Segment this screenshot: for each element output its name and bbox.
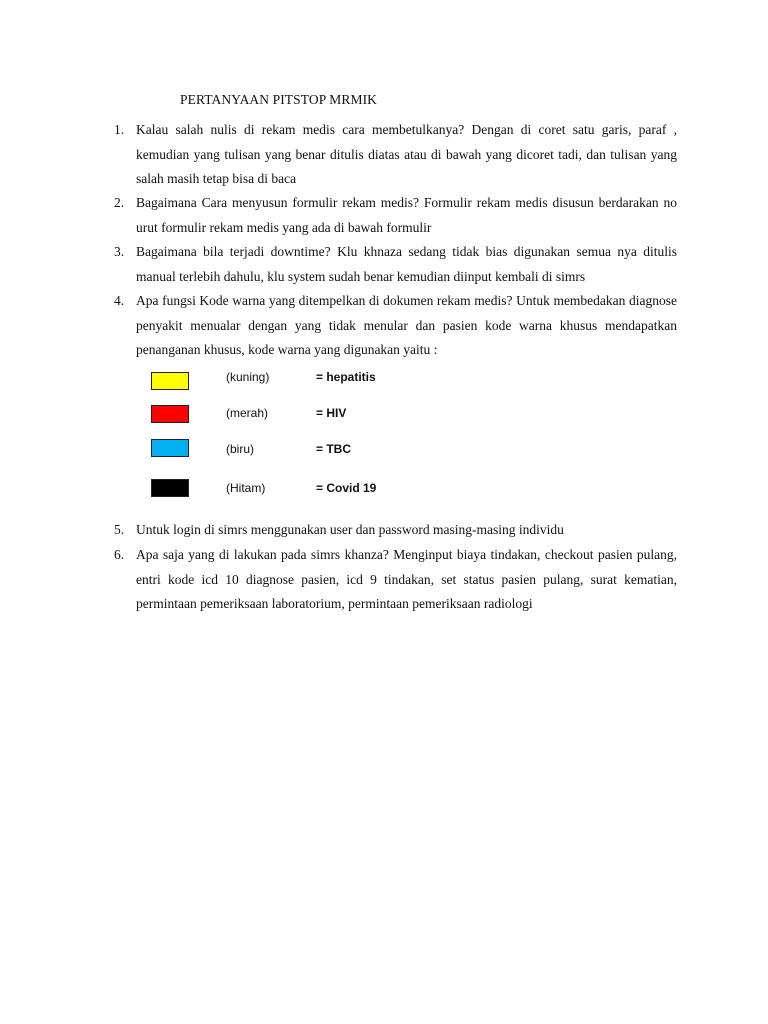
question-number: 2. bbox=[114, 195, 125, 210]
question-text: Apa fungsi Kode warna yang ditempelkan di dokumen rekam medis? Untuk membedakan diagnose penyakit menualar dengan yang tidak menular dan pasien kode warna khusus mendapatkan penanganan khusus, kode warna yang digunakan yaitu : bbox=[136, 293, 677, 357]
color-meaning: = HIV bbox=[316, 406, 347, 420]
color-swatch-blue bbox=[151, 439, 189, 457]
question-number: 6. bbox=[114, 547, 125, 562]
color-code-row-hitam bbox=[0, 479, 768, 503]
question-text: Untuk login di simrs menggunakan user dan password masing-masing individu bbox=[136, 522, 564, 537]
color-swatch-yellow bbox=[151, 372, 189, 390]
color-swatch-red bbox=[151, 405, 189, 423]
color-label: (biru) bbox=[226, 442, 255, 456]
document-title: PERTANYAAN PITSTOP MRMIK bbox=[180, 92, 378, 107]
color-label: (kuning) bbox=[226, 370, 270, 384]
color-label: (merah) bbox=[226, 406, 269, 420]
question-text: Kalau salah nulis di rekam medis cara membetulkanya? Dengan di coret satu garis, paraf , kemudian yang tulisan yang benar ditulis diatas atau di bawah yang dicoret tadi, dan tulisan yang salah masih tetap bisa di baca bbox=[136, 122, 677, 186]
color-label: (Hitam) bbox=[226, 481, 266, 495]
color-meaning: = Covid 19 bbox=[316, 481, 377, 495]
color-swatch-black bbox=[151, 479, 189, 497]
color-code-row-biru bbox=[0, 439, 768, 463]
question-number: 4. bbox=[114, 293, 125, 308]
color-code-row-merah bbox=[0, 403, 768, 427]
color-meaning: = hepatitis bbox=[316, 370, 376, 384]
question-number: 3. bbox=[114, 244, 125, 259]
question-text: Apa saja yang di lakukan pada simrs khanza? Menginput biaya tindakan, checkout pasien pulang, entri kode icd 10 diagnose pasien, icd 9 tindakan, set status pasien pulang, surat kematian, permintaan pemeriksaan laboratorium, permintaan pemeriksaan radiologi bbox=[136, 547, 677, 611]
question-number: 5. bbox=[114, 522, 125, 537]
color-code-row-kuning bbox=[0, 370, 768, 394]
question-text: Bagaimana bila terjadi downtime? Klu khnaza sedang tidak bias digunakan semua nya ditulis manual terlebih dahulu, klu system sudah benar kemudian diinput kembali di simrs bbox=[136, 244, 677, 284]
color-meaning: = TBC bbox=[316, 442, 352, 456]
question-text: Bagaimana Cara menyusun formulir rekam medis? Formulir rekam medis disusun berdarakan no urut formulir rekam medis yang ada di bawah formulir bbox=[136, 195, 677, 235]
question-number: 1. bbox=[114, 122, 125, 137]
